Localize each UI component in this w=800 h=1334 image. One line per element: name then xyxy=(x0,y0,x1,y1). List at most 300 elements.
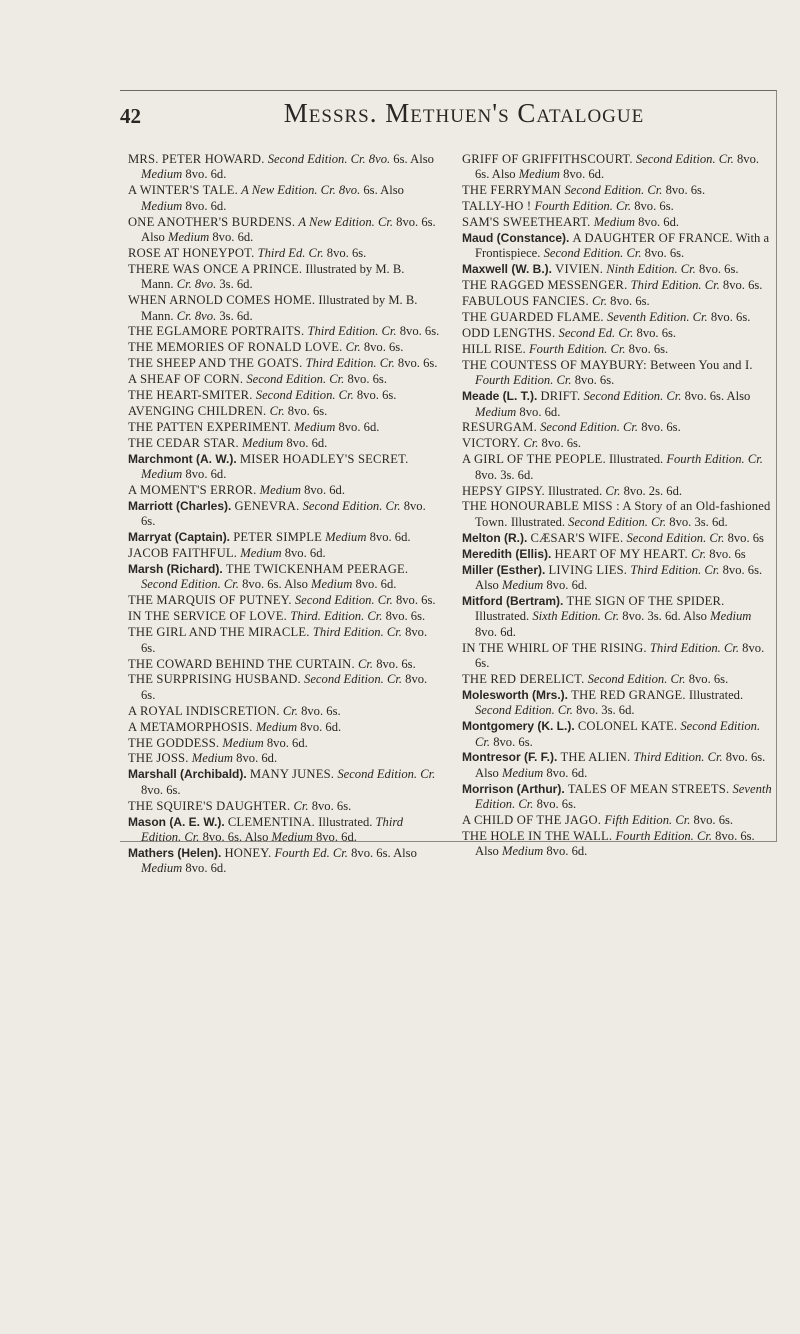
entry-detail: Second Edition. Cr. xyxy=(626,530,728,545)
entry-detail: 8vo. 6d. xyxy=(338,419,380,434)
entry-detail: 8vo. 6s. xyxy=(665,183,706,198)
catalogue-entry xyxy=(462,278,774,293)
entry-detail: 8vo. 6s. xyxy=(475,640,765,670)
catalogue-entry xyxy=(128,562,440,593)
entry-detail: 3s. 6d. xyxy=(219,308,253,323)
catalogue-entry xyxy=(462,719,774,750)
entry-detail: 8vo. 6s. xyxy=(628,341,669,356)
catalogue-entry xyxy=(462,183,774,198)
entry-detail: Cr. xyxy=(523,436,542,451)
entry-detail: Second Edition. Cr. xyxy=(246,372,348,387)
catalogue-entry xyxy=(128,609,440,624)
entry-detail: Cr. xyxy=(293,798,312,813)
catalogue-entry xyxy=(128,324,440,339)
catalogue-entry xyxy=(462,436,774,451)
catalogue-entry xyxy=(128,751,440,766)
entry-title: GRIFF OF GRIFFITHSCOURT. xyxy=(462,152,633,166)
entry-detail: Medium xyxy=(593,215,639,230)
entry-detail: Medium xyxy=(141,167,186,182)
entry-detail: Second Edition. Cr. 8vo. xyxy=(267,152,394,166)
entry-detail: 8vo. 6s xyxy=(709,546,746,561)
catalogue-entry xyxy=(128,625,440,656)
entry-detail: 8vo. 6s. xyxy=(493,734,533,749)
entry-detail: 8vo. 6s. xyxy=(636,325,677,340)
entry-title: THE RED GRANGE. xyxy=(571,687,686,702)
entry-detail: Illustrated. xyxy=(548,483,606,498)
entry-detail: 8vo. 6d. xyxy=(369,530,411,545)
entry-detail: Sixth Edition. Cr. xyxy=(532,609,623,624)
entry-title: THE SURPRISING HUSBAND. xyxy=(128,672,301,687)
entry-detail: 8vo. 6s. xyxy=(399,324,440,339)
entry-detail: 8vo. 6s xyxy=(727,530,764,545)
catalogue-entry xyxy=(462,672,774,687)
entry-detail: Illustrated. xyxy=(475,609,533,624)
entry-detail: 8vo. 6d. xyxy=(286,435,328,450)
entry-detail: Cr. xyxy=(691,546,710,561)
entry-detail: 8vo. 6s. xyxy=(376,656,416,671)
entry-detail: 8vo. 6s. xyxy=(644,246,685,261)
entry-title: THE RAGGED MESSENGER. xyxy=(462,278,628,293)
entry-title: HONEY. xyxy=(224,845,272,860)
entry-detail: Fourth Edition. Cr. xyxy=(534,199,635,214)
entry-detail: 6s. Also xyxy=(393,152,434,166)
entry-title: A CHILD OF THE JAGO. xyxy=(462,813,602,828)
entry-title: THE GODDESS. xyxy=(128,735,220,750)
entry-title: THERE WAS ONCE A PRINCE. xyxy=(128,261,303,276)
entry-detail: Medium xyxy=(501,844,547,859)
entry-title: CÆSAR'S WIFE. xyxy=(530,530,624,545)
catalogue-entry xyxy=(462,199,774,214)
catalogue-entry xyxy=(462,547,774,562)
entry-detail: Second Edition. Cr. xyxy=(304,672,406,687)
entry-title: A MOMENT'S ERROR. xyxy=(128,483,257,498)
catalogue-entry xyxy=(462,594,774,640)
catalogue-entry xyxy=(128,546,440,561)
entry-author: Meredith (Ellis). xyxy=(462,546,552,561)
entry-detail: 8vo. 6s. xyxy=(141,782,181,797)
entry-detail: Third Edition. Cr. xyxy=(633,750,726,765)
entry-detail: 8vo. 6s. Also xyxy=(141,214,436,245)
entry-author: Marchmont (A. W.). xyxy=(128,451,237,466)
entry-title: CLEMENTINA. xyxy=(227,814,316,829)
entry-title: HEPSY GIPSY. xyxy=(462,483,545,498)
entry-title: THE HOLE IN THE WALL. xyxy=(462,828,613,843)
entry-author: Miller (Esther). xyxy=(462,562,546,577)
entry-title: TALES OF MEAN STREETS. xyxy=(567,781,730,796)
entry-title: THE HONOURABLE MISS : A Story of an Old-fashioned Town. xyxy=(462,499,771,529)
catalogue-entry xyxy=(462,389,774,420)
entry-author: Maud (Constance). xyxy=(462,231,570,246)
entry-detail: 8vo. 6s. xyxy=(385,609,426,624)
entry-detail: Medium xyxy=(167,230,213,245)
entry-detail: Medium xyxy=(294,419,339,434)
entry-detail: 8vo. 3s. 6d. xyxy=(576,703,635,718)
entry-detail: Seventh Edition. Cr. xyxy=(606,310,711,325)
entry-title: GENEVRA. xyxy=(234,498,300,513)
entry-detail: 8vo. 6s. xyxy=(698,262,739,277)
catalogue-entry xyxy=(462,294,774,309)
entry-detail: 8vo. 6s. xyxy=(363,340,404,355)
entry-author: Meade (L. T.). xyxy=(462,389,538,404)
catalogue-entry xyxy=(462,750,774,781)
entry-title: THE SQUIRE'S DAUGHTER. xyxy=(128,798,291,813)
entry-title: IN THE WHIRL OF THE RISING. xyxy=(462,640,647,655)
entry-detail: Illustrated. xyxy=(510,514,569,529)
entry-detail: 8vo. 6d. xyxy=(185,198,227,213)
catalogue-entry xyxy=(462,262,774,277)
catalogue-entry xyxy=(462,531,774,546)
catalogue-entry xyxy=(462,310,774,325)
entry-detail: Illustrated. xyxy=(608,452,667,467)
entry-detail: Medium xyxy=(240,546,285,561)
entry-detail: 8vo. 6d. xyxy=(638,215,680,230)
entry-detail: Second Edition. Cr. xyxy=(635,152,737,166)
entry-detail: Second Edition. Cr. xyxy=(583,389,685,404)
entry-title: THE EGLAMORE PORTRAITS. xyxy=(128,324,305,339)
entry-detail: Illustrated by M. B. Mann. xyxy=(141,293,418,323)
entry-detail: 8vo. 6s. Also xyxy=(684,389,751,404)
entry-title: THE FERRYMAN xyxy=(462,183,562,198)
entry-detail: Medium xyxy=(475,404,520,419)
entry-detail: 8vo. 6s. xyxy=(688,671,729,686)
entry-detail: Cr. xyxy=(345,340,364,355)
entry-title: ODD LENGTHS. xyxy=(462,325,556,340)
entry-detail: 8vo. 6s. xyxy=(395,593,436,608)
entry-title: TALLY-HO ! xyxy=(462,199,532,214)
entry-detail: Second Edition. Cr. xyxy=(543,246,645,261)
entry-title: THE ALIEN. xyxy=(560,750,631,765)
entry-author: Mitford (Bertram). xyxy=(462,593,564,608)
entry-detail: Third Edition. Cr. xyxy=(649,640,743,655)
catalogue-entry xyxy=(462,452,774,483)
catalogue-entry xyxy=(128,420,440,435)
entry-author: Melton (R.). xyxy=(462,530,528,545)
entry-title: DRIFT. xyxy=(540,389,581,404)
entry-detail: 8vo. 3s. 6d. Also xyxy=(622,609,711,624)
entry-title: LIVING LIES. xyxy=(548,562,628,577)
entry-detail: 8vo. 6s. xyxy=(141,625,428,655)
entry-detail: 8vo. 6s. xyxy=(610,294,650,309)
entry-detail: Medium xyxy=(710,609,752,624)
entry-title: IN THE SERVICE OF LOVE. xyxy=(128,609,288,624)
entry-detail: 8vo. 6s. xyxy=(541,436,582,451)
entry-detail: 8vo. 3s. 6d. xyxy=(669,514,728,529)
entry-detail: 8vo. 6s. xyxy=(634,199,674,214)
entry-detail: 6s. Also xyxy=(363,183,404,198)
catalogue-entry xyxy=(128,846,440,877)
entry-detail: 8vo. 6d. xyxy=(266,735,308,750)
entry-detail: 8vo. 6s. xyxy=(710,310,751,325)
entry-detail: 8vo. 6s. xyxy=(326,245,367,260)
entry-author: Marryat (Captain). xyxy=(128,530,231,545)
catalogue-entry xyxy=(128,152,440,183)
entry-detail: 8vo. 6s. xyxy=(311,798,352,813)
entry-detail: 8vo. 6s. Also xyxy=(475,750,766,780)
entry-title: RESURGAM. xyxy=(462,420,537,435)
catalogue-entry xyxy=(128,356,440,371)
entry-title: MRS. PETER HOWARD. xyxy=(128,152,265,166)
entry-detail: Medium xyxy=(501,577,547,592)
entry-detail: 8vo. 6d. xyxy=(304,483,345,498)
entry-detail: Cr. xyxy=(357,656,377,671)
entry-title: MANY JUNES. xyxy=(249,767,335,782)
catalogue-entry xyxy=(128,340,440,355)
entry-title: HILL RISE. xyxy=(462,341,526,356)
entry-detail: 8vo. 6d. xyxy=(185,861,227,876)
entry-title: A ROYAL INDISCRETION. xyxy=(128,703,280,718)
entry-detail: 8vo. 6d. xyxy=(185,467,227,482)
entry-title: THE GIRL AND THE MIRACLE. xyxy=(128,625,310,640)
entry-detail: Seventh Edition. Cr. xyxy=(475,781,772,812)
catalogue-entry xyxy=(128,388,440,403)
entry-title: HEART OF MY HEART. xyxy=(554,546,688,561)
catalogue-entry xyxy=(128,720,440,735)
entry-author: Molesworth (Mrs.). xyxy=(462,687,569,702)
entry-detail: Third Edition. Cr. xyxy=(307,324,400,339)
catalogue-entry xyxy=(128,530,440,545)
entry-detail: Second Edition. Cr. xyxy=(294,593,396,608)
entry-detail: Second Ed. Cr. xyxy=(558,325,637,340)
entry-title: THE HEART-SMITER. xyxy=(128,388,253,403)
catalogue-entry xyxy=(128,657,440,672)
catalogue-entry xyxy=(128,499,440,530)
entry-detail: A New Edition. Cr. xyxy=(298,214,397,229)
entry-title: FABULOUS FANCIES. xyxy=(462,294,589,309)
entry-detail: Medium xyxy=(141,467,186,482)
entry-detail: Second Edition. Cr. xyxy=(475,719,761,749)
entry-detail: Medium xyxy=(241,435,287,450)
entry-detail: 8vo. 6d. xyxy=(284,546,326,561)
entry-detail: Second Edition. Cr. xyxy=(540,420,642,435)
catalogue-entry xyxy=(462,152,774,183)
entry-detail: 8vo. 6d. xyxy=(475,624,516,639)
entry-title: THE COUNTESS OF MAYBURY: Between You and I. xyxy=(462,357,753,372)
entry-title: JACOB FAITHFUL. xyxy=(128,546,238,561)
catalogue-entry xyxy=(128,293,440,324)
entry-author: Maxwell (W. B.). xyxy=(462,262,553,277)
entry-detail: 8vo. 6s. xyxy=(641,420,681,435)
entry-detail: Cr. xyxy=(591,294,611,309)
catalogue-entry xyxy=(128,262,440,293)
catalogue-entry xyxy=(128,704,440,719)
entry-detail: 8vo. 6d. xyxy=(546,844,588,859)
catalogue-entry xyxy=(462,342,774,357)
entry-detail: 8vo. 6s. Also xyxy=(475,828,755,859)
entry-title: ONE ANOTHER'S BURDENS. xyxy=(128,214,296,229)
entry-detail: 8vo. 6s. Also xyxy=(475,152,760,182)
entry-detail: Medium xyxy=(141,861,186,876)
entry-detail: 8vo. 2s. 6d. xyxy=(623,483,683,498)
entry-title: THE GUARDED FLAME. xyxy=(462,310,604,325)
entry-author: Montgomery (K. L.). xyxy=(462,719,575,734)
entry-detail: Second Edition. Cr. xyxy=(587,671,689,686)
catalogue-entry xyxy=(462,813,774,828)
catalogue-entry xyxy=(462,641,774,672)
entry-detail: Fourth Ed. Cr. xyxy=(274,845,352,860)
entry-detail: Second Edition. Cr. xyxy=(141,577,243,592)
entry-detail: Second Edition. Cr. xyxy=(255,388,357,403)
catalogue-entry xyxy=(128,215,440,246)
entry-detail: 3s. 6d. xyxy=(219,277,253,292)
entry-title: SAM'S SWEETHEART. xyxy=(462,215,591,230)
entry-detail: 8vo. 6s. xyxy=(574,373,615,388)
entry-detail: Fifth Edition. Cr. xyxy=(604,813,694,828)
entry-detail: Cr. xyxy=(282,703,302,718)
catalogue-entry xyxy=(128,815,440,846)
catalogue-entry xyxy=(462,688,774,719)
catalogue-entry xyxy=(128,799,440,814)
catalogue-column-left xyxy=(128,152,440,877)
entry-title: THE COWARD BEHIND THE CURTAIN. xyxy=(128,656,355,671)
entry-detail: 8vo. 6d. xyxy=(546,765,588,780)
catalogue-entry xyxy=(128,436,440,451)
entry-detail: 8vo. 6s. xyxy=(536,797,577,812)
entry-detail: Cr. 8vo. xyxy=(176,277,220,292)
entry-detail: 8vo. 6d. xyxy=(355,577,397,592)
entry-author: Montresor (F. F.). xyxy=(462,750,558,765)
catalogue-entry xyxy=(462,215,774,230)
entry-detail: Second Edition. Cr. xyxy=(475,703,577,718)
catalogue-entry xyxy=(462,782,774,813)
entry-title: A WINTER'S TALE. xyxy=(128,183,238,198)
entry-detail: Medium xyxy=(325,530,370,545)
entry-detail: Cr. 8vo. xyxy=(176,308,220,323)
catalogue-entry xyxy=(462,420,774,435)
entry-detail: Medium xyxy=(191,751,237,766)
entry-author: Marsh (Richard). xyxy=(128,562,223,577)
entry-title: A SHEAF OF CORN. xyxy=(128,372,244,387)
catalogue-entry xyxy=(462,358,774,389)
entry-detail: 8vo. 3s. 6d. xyxy=(475,467,534,482)
entry-detail: Cr. xyxy=(269,404,288,418)
entry-detail: Illustrated. xyxy=(688,687,744,702)
entry-title: THE JOSS. xyxy=(128,751,189,766)
entry-detail: Third. Edition. Cr. xyxy=(290,609,386,624)
entry-detail: Medium xyxy=(222,735,267,750)
entry-detail: Medium xyxy=(501,765,547,780)
page-number: 42 xyxy=(120,104,141,128)
entry-detail: Fourth Edition. Cr. xyxy=(528,341,629,356)
catalogue-entry xyxy=(128,452,440,483)
entry-title: COLONEL KATE. xyxy=(577,719,678,734)
catalogue-entry xyxy=(462,484,774,499)
entry-detail: Medium xyxy=(259,483,305,498)
entry-detail: Third Edition. Cr. xyxy=(312,625,406,640)
entry-title: A DAUGHTER OF FRANCE. xyxy=(572,231,733,246)
entry-detail: Third Edition. Cr. xyxy=(305,356,398,371)
entry-detail: Illustrated by M. B. Mann. xyxy=(141,261,405,292)
entry-detail: 8vo. 6d. xyxy=(236,751,278,766)
entry-detail: Second Edition. Cr. xyxy=(568,514,670,529)
entry-title: MISER HOADLEY'S SECRET. xyxy=(239,451,409,466)
entry-title: THE PATTEN EXPERIMENT. xyxy=(128,419,291,434)
entry-title: THE MEMORIES OF RONALD LOVE. xyxy=(128,340,343,355)
entry-detail: Ninth Edition. Cr. xyxy=(606,262,699,277)
catalogue-entry xyxy=(128,183,440,214)
entry-detail: 8vo. 6s. xyxy=(287,404,328,418)
entry-author: Marriott (Charles). xyxy=(128,498,232,513)
entry-detail: 8vo. 6d. xyxy=(315,829,357,844)
entry-detail: 8vo. 6d. xyxy=(519,404,561,419)
entry-detail: Illustrated. xyxy=(318,814,376,829)
page-header xyxy=(120,96,776,140)
entry-title: THE SHEEP AND THE GOATS. xyxy=(128,356,303,371)
entry-author: Morrison (Arthur). xyxy=(462,781,565,796)
entry-author: Mason (A. E. W.). xyxy=(128,814,225,829)
entry-detail: Medium xyxy=(311,577,356,592)
entry-detail: 8vo. 6s. xyxy=(141,672,428,702)
catalogue-entry xyxy=(128,736,440,751)
entry-detail: 8vo. 6d. xyxy=(212,230,254,245)
entry-title: THE SIGN OF THE SPIDER. xyxy=(566,593,725,608)
entry-detail: Third Edition. Cr. xyxy=(630,278,723,293)
entry-detail: 8vo. 6s. xyxy=(301,703,341,718)
entry-detail: Fourth Edition. Cr. xyxy=(475,373,575,388)
entry-detail: Medium xyxy=(518,167,564,182)
entry-detail: 8vo. 6d. xyxy=(546,577,588,592)
entry-detail: 8vo. 6d. xyxy=(563,167,605,182)
entry-title: THE MARQUIS OF PUTNEY. xyxy=(128,593,292,608)
entry-title: PETER SIMPLE xyxy=(233,530,323,545)
entry-detail: 8vo. 6s. Also xyxy=(475,562,763,592)
entry-detail: 8vo. 6d. xyxy=(300,719,342,734)
entry-detail: Second Edition. Cr. xyxy=(337,767,436,782)
entry-title: A METAMORPHOSIS. xyxy=(128,719,253,734)
entry-detail: 8vo. 6s. xyxy=(397,356,438,371)
catalogue-entry xyxy=(462,829,774,860)
entry-author: Mathers (Helen). xyxy=(128,845,222,860)
entry-detail: Fourth Edition. Cr. xyxy=(666,452,763,467)
entry-detail: Medium xyxy=(255,719,301,734)
catalogue-entry xyxy=(128,246,440,261)
entry-detail: A New Edition. Cr. 8vo. xyxy=(241,183,364,198)
catalogue-entry xyxy=(128,404,440,419)
entry-detail: Fourth Edition. Cr. xyxy=(615,828,716,843)
catalogue-entry xyxy=(462,499,774,530)
entry-detail: 8vo. 6s. Also xyxy=(202,829,272,844)
catalogue-entry xyxy=(462,563,774,594)
entry-detail: With a Frontispiece. xyxy=(475,231,770,261)
entry-detail: 8vo. 6s. xyxy=(141,498,426,529)
entry-title: WHEN ARNOLD COMES HOME. xyxy=(128,293,316,308)
entry-detail: Second Edition. Cr. xyxy=(302,498,404,513)
entry-author: Marshall (Archibald). xyxy=(128,767,247,782)
entry-detail: Third Edition. Cr. xyxy=(630,562,723,577)
entry-detail: 8vo. 6s. xyxy=(347,372,387,387)
catalogue-entry xyxy=(128,372,440,387)
entry-detail: Third Ed. Cr. xyxy=(257,245,327,260)
entry-title: THE RED DERELICT. xyxy=(462,671,585,686)
entry-detail: 8vo. 6s. xyxy=(693,813,734,828)
catalogue-column-right xyxy=(462,152,774,860)
catalogue-entry xyxy=(462,326,774,341)
entry-detail: Second Edition. Cr. xyxy=(564,183,666,198)
entry-detail: Cr. xyxy=(605,483,624,498)
entry-detail: Medium xyxy=(271,829,316,844)
entry-detail: 8vo. 6s. xyxy=(356,388,397,403)
entry-title: A GIRL OF THE PEOPLE. xyxy=(462,452,606,467)
entry-detail: 8vo. 6s. Also xyxy=(351,845,417,860)
entry-title: AVENGING CHILDREN. xyxy=(128,404,267,418)
entry-detail: 8vo. 6d. xyxy=(185,167,227,182)
catalogue-entry xyxy=(128,483,440,498)
catalogue-entry xyxy=(462,231,774,262)
running-title: Messrs. Methuen's Catalogue xyxy=(283,98,645,128)
catalogue-entry xyxy=(128,767,440,798)
entry-detail: 8vo. 6s. Also xyxy=(242,577,312,592)
entry-title: VIVIEN. xyxy=(555,262,604,277)
entry-detail: Third Edition. Cr. xyxy=(141,814,404,844)
